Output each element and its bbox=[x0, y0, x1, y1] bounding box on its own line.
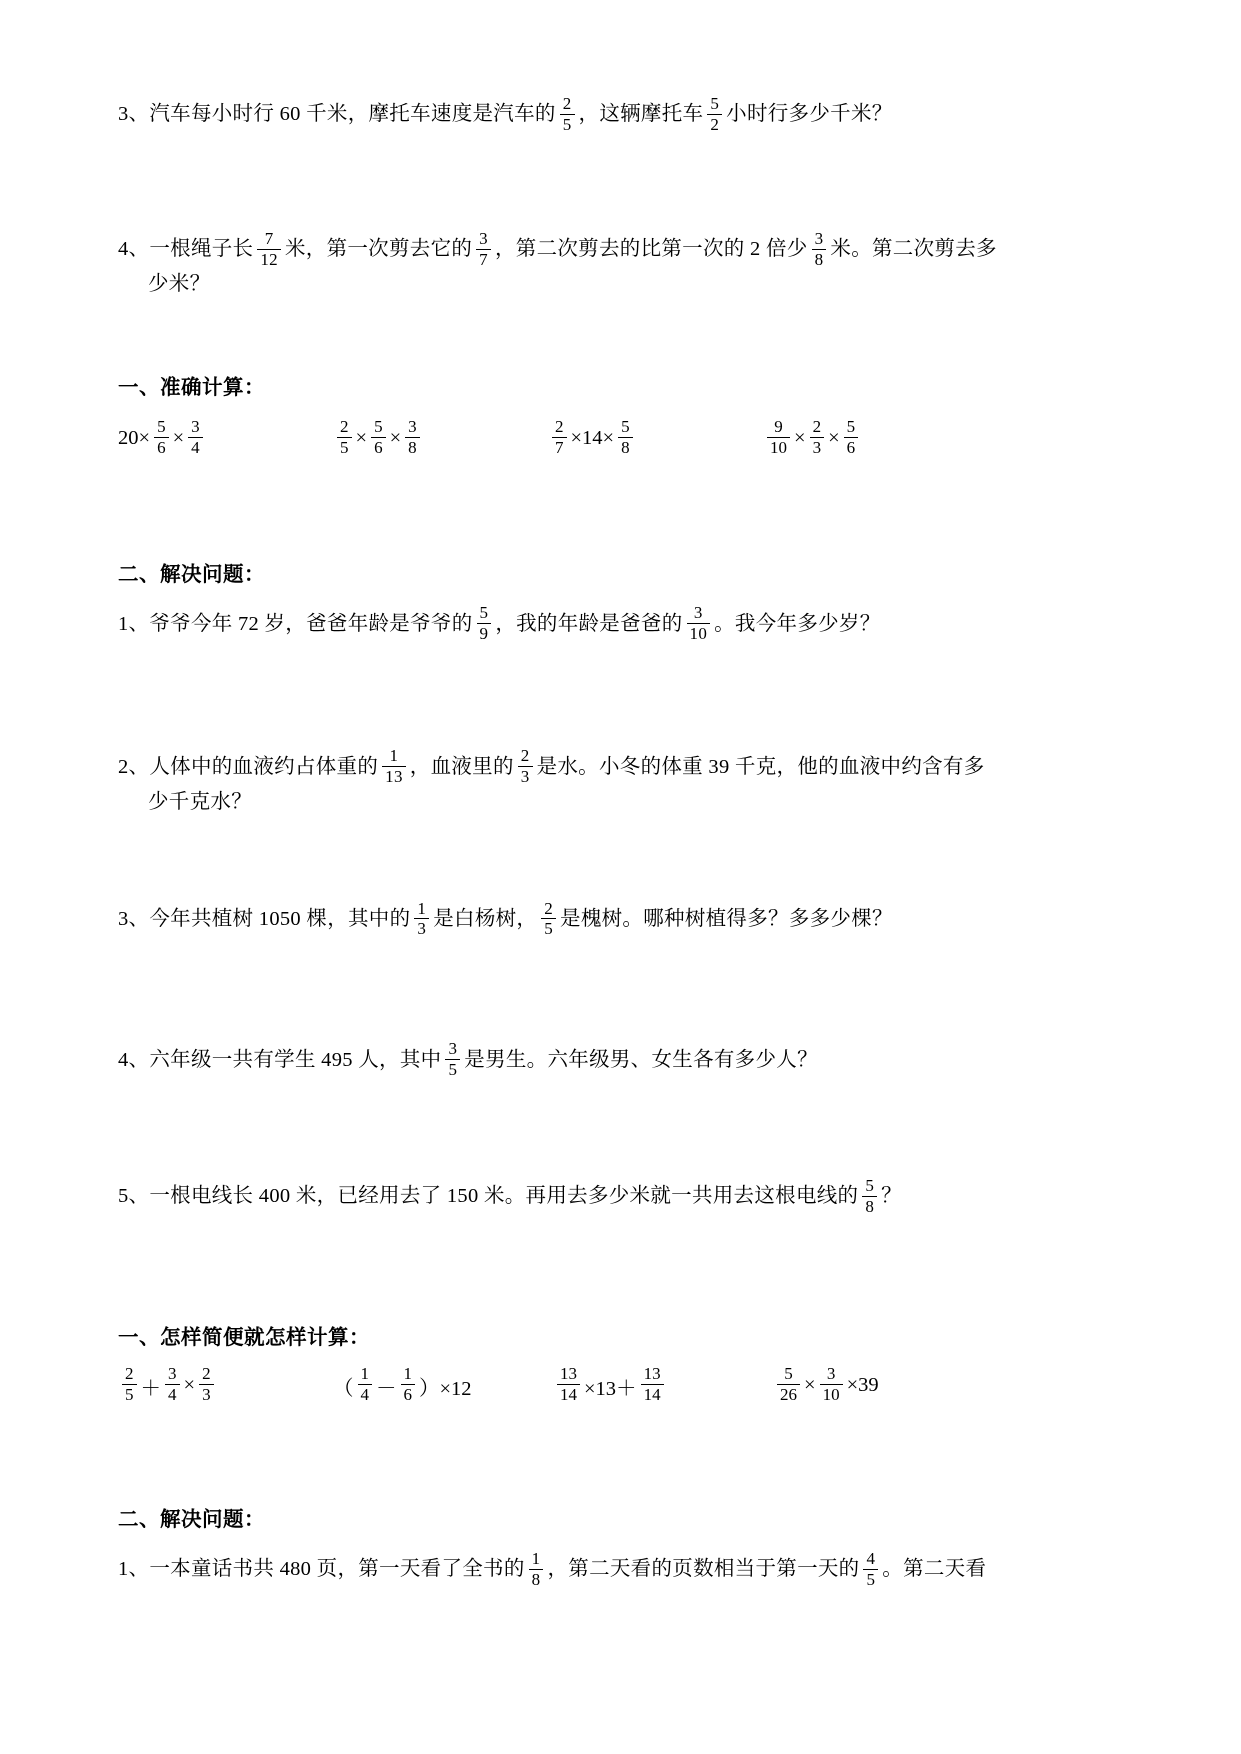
answer-space bbox=[118, 1405, 1128, 1501]
fraction-denominator: 4 bbox=[165, 1384, 180, 1404]
fraction-denominator: 5 bbox=[122, 1384, 137, 1404]
fraction-denominator: 5 bbox=[445, 1059, 460, 1079]
fraction-2-5 bbox=[122, 1365, 137, 1404]
fraction-numerator: 3 bbox=[408, 416, 417, 436]
fraction-5-26 bbox=[777, 1365, 800, 1404]
fraction-1-6 bbox=[401, 1365, 416, 1404]
fraction-denominator: 10 bbox=[687, 623, 711, 643]
text-run: 少米？ bbox=[148, 273, 211, 296]
fraction-numerator: 3 bbox=[814, 228, 824, 248]
fraction-denominator: 8 bbox=[862, 1196, 877, 1216]
fraction-denominator: 4 bbox=[358, 1384, 373, 1404]
text-run: 。第二天看 bbox=[882, 1558, 987, 1581]
fraction-denominator: 6 bbox=[371, 437, 386, 457]
expression-2 bbox=[333, 1366, 553, 1405]
fraction-9-10 bbox=[767, 418, 790, 457]
section-heading-simple-compute bbox=[118, 1323, 1128, 1355]
fraction-numerator: 5 bbox=[846, 416, 856, 436]
fraction-denominator: 8 bbox=[405, 437, 420, 457]
text-run: 。我今年多少岁？ bbox=[714, 612, 881, 635]
solve1-problem-3 bbox=[118, 898, 1128, 940]
fraction-numerator: 2 bbox=[202, 1364, 211, 1384]
fraction-2-3 bbox=[199, 1365, 214, 1404]
fraction-3-5 bbox=[445, 1040, 460, 1079]
heading-text: 二、解决问题： bbox=[118, 1509, 265, 1532]
fraction-3-8 bbox=[812, 230, 827, 269]
section-heading-solve-1 bbox=[118, 560, 1128, 592]
fraction-denominator: 3 bbox=[199, 1384, 214, 1404]
fraction-7-12 bbox=[257, 230, 281, 269]
text-run: ）×12 bbox=[419, 1377, 472, 1400]
answer-space bbox=[118, 644, 1128, 740]
text-run: 是槐树。哪种树植得多？多多少棵？ bbox=[560, 907, 893, 930]
answer-space bbox=[118, 1217, 1128, 1313]
fraction-numerator: 2 bbox=[544, 898, 554, 918]
fraction-numerator: 2 bbox=[125, 1364, 134, 1384]
fraction-numerator: 2 bbox=[812, 416, 822, 436]
fraction-5-9 bbox=[477, 604, 492, 643]
fraction-2-7 bbox=[552, 418, 567, 457]
fraction-numerator: 13 bbox=[560, 1364, 577, 1384]
text-run: 3、今年共植树 1050 棵，其中的 bbox=[118, 907, 411, 930]
fraction-denominator: 3 bbox=[518, 766, 533, 786]
text-run: × bbox=[828, 426, 840, 449]
fraction-1-3 bbox=[414, 900, 429, 939]
fraction-numerator: 2 bbox=[340, 416, 349, 436]
fraction-denominator: 14 bbox=[557, 1384, 580, 1404]
solve2-problem-1 bbox=[118, 1548, 1128, 1590]
fraction-denominator: 3 bbox=[810, 437, 825, 457]
fraction-2-5 bbox=[560, 95, 575, 134]
fraction-denominator: 7 bbox=[476, 249, 491, 269]
fraction-numerator: 13 bbox=[643, 1364, 661, 1384]
text-run: － bbox=[376, 1377, 397, 1400]
fraction-5-6 bbox=[371, 418, 386, 457]
solve1-problem-2-line-2 bbox=[118, 787, 1128, 819]
text-run: ，这辆摩托车 bbox=[578, 103, 704, 126]
fraction-denominator: 6 bbox=[401, 1384, 416, 1404]
fraction-2-3 bbox=[810, 418, 825, 457]
worksheet-content bbox=[118, 96, 1128, 1589]
fraction-4-5 bbox=[863, 1550, 878, 1589]
text-run: ，血液里的 bbox=[409, 755, 514, 778]
text-run: 5、一根电线长 400 米，已经用去了 150 米。再用去多少米就一共用去这根电线的 bbox=[118, 1185, 859, 1208]
fraction-numerator: 9 bbox=[774, 416, 783, 436]
expression-3 bbox=[548, 416, 763, 458]
fraction-numerator: 4 bbox=[866, 1548, 876, 1568]
text-run: × bbox=[804, 1374, 816, 1397]
fraction-denominator: 5 bbox=[541, 918, 556, 938]
fraction-numerator: 3 bbox=[826, 1364, 836, 1384]
fraction-1-4 bbox=[358, 1365, 373, 1404]
fraction-denominator: 5 bbox=[337, 437, 352, 457]
text-run: 小时行多少千米？ bbox=[726, 103, 893, 126]
fraction-numerator: 5 bbox=[865, 1175, 875, 1195]
answer-space bbox=[118, 939, 1128, 1035]
text-run: 1、一本童话书共 480 页，第一天看了全书的 bbox=[118, 1558, 525, 1581]
fraction-denominator: 12 bbox=[257, 249, 281, 269]
text-run: 是男生。六年级男、女生各有多少人？ bbox=[464, 1048, 818, 1071]
solve1-problem-5 bbox=[118, 1175, 1128, 1217]
text-run: 是白杨树， bbox=[433, 907, 538, 930]
answer-space bbox=[118, 301, 1128, 373]
fraction-numerator: 5 bbox=[710, 94, 720, 113]
text-run: × bbox=[794, 426, 806, 449]
expression-4 bbox=[763, 416, 862, 458]
fraction-denominator: 7 bbox=[552, 437, 567, 457]
fraction-13-14 bbox=[557, 1365, 580, 1404]
text-run: × bbox=[183, 1374, 196, 1397]
fraction-denominator: 10 bbox=[767, 437, 790, 457]
fraction-5-6 bbox=[844, 418, 859, 457]
expression-1 bbox=[118, 416, 333, 458]
heading-text: 一、怎样简便就怎样计算： bbox=[118, 1326, 370, 1349]
fraction-denominator: 8 bbox=[529, 1569, 544, 1589]
fraction-denominator: 6 bbox=[154, 437, 169, 457]
fraction-numerator: 3 bbox=[168, 1364, 177, 1384]
word-problem-4-line-1 bbox=[118, 228, 1128, 270]
fraction-numerator: 1 bbox=[360, 1364, 369, 1384]
fraction-numerator: 5 bbox=[374, 416, 383, 436]
answer-space bbox=[118, 458, 1128, 554]
heading-text: 一、准确计算： bbox=[118, 377, 265, 400]
fraction-denominator: 5 bbox=[863, 1569, 878, 1589]
text-run: × bbox=[172, 426, 185, 449]
fraction-5-2 bbox=[707, 95, 722, 134]
expression-4 bbox=[773, 1366, 879, 1405]
fraction-3-10 bbox=[687, 604, 711, 643]
fraction-3-8 bbox=[405, 418, 420, 457]
fraction-denominator: 2 bbox=[707, 114, 722, 134]
simple-compute-row-1 bbox=[118, 1366, 1128, 1405]
fraction-numerator: 5 bbox=[621, 416, 630, 436]
fraction-numerator: 3 bbox=[693, 603, 703, 623]
text-run: 少千克水？ bbox=[148, 790, 252, 813]
text-run: ＋ bbox=[140, 1377, 161, 1400]
fraction-5-8 bbox=[618, 418, 633, 457]
fraction-numerator: 7 bbox=[264, 228, 274, 248]
fraction-2-3 bbox=[518, 747, 533, 786]
word-problem-4-line-2 bbox=[118, 269, 1128, 301]
text-run: ×13＋ bbox=[584, 1377, 637, 1400]
fraction-numerator: 2 bbox=[562, 94, 572, 113]
fraction-3-4 bbox=[165, 1365, 180, 1404]
fraction-2-5 bbox=[337, 418, 352, 457]
fraction-numerator: 5 bbox=[479, 603, 489, 623]
fraction-numerator: 2 bbox=[520, 746, 530, 766]
text-run: 米，第一次剪去它的 bbox=[284, 238, 473, 261]
answer-space bbox=[118, 819, 1128, 891]
fraction-denominator: 4 bbox=[188, 437, 203, 457]
fraction-numerator: 1 bbox=[389, 746, 399, 766]
fraction-3-4 bbox=[188, 418, 203, 457]
solve1-problem-2-line-1 bbox=[118, 748, 1128, 787]
fraction-numerator: 3 bbox=[448, 1039, 458, 1059]
fraction-denominator: 9 bbox=[477, 623, 492, 643]
fraction-3-10 bbox=[820, 1365, 843, 1404]
fraction-numerator: 5 bbox=[784, 1364, 793, 1384]
fraction-numerator: 3 bbox=[191, 416, 200, 436]
fraction-denominator: 13 bbox=[382, 766, 406, 786]
answer-space bbox=[118, 135, 1128, 231]
fraction-2-5 bbox=[541, 900, 556, 939]
fraction-denominator: 10 bbox=[820, 1384, 843, 1404]
fraction-denominator: 5 bbox=[560, 114, 575, 134]
word-problem-3-line-1 bbox=[118, 96, 1128, 135]
fraction-numerator: 1 bbox=[417, 898, 427, 918]
text-run: 2、人体中的血液约占体重的 bbox=[118, 755, 379, 778]
fraction-13-14 bbox=[641, 1365, 664, 1404]
text-run: 米。第二次剪去多 bbox=[830, 238, 997, 261]
text-run: （ bbox=[333, 1377, 354, 1400]
section-heading-compute bbox=[118, 373, 1128, 405]
fraction-1-8 bbox=[529, 1550, 544, 1589]
solve1-problem-1 bbox=[118, 605, 1128, 644]
text-run: 3、汽车每小时行 60 千米，摩托车速度是汽车的 bbox=[118, 103, 556, 126]
text-run: 1、爷爷今年 72 岁，爸爸年龄是爷爷的 bbox=[118, 612, 473, 635]
fraction-denominator: 3 bbox=[414, 918, 429, 938]
answer-space bbox=[118, 1080, 1128, 1176]
fraction-numerator: 1 bbox=[403, 1364, 412, 1384]
heading-text: 二、解决问题： bbox=[118, 563, 265, 586]
text-run: ×39 bbox=[846, 1374, 879, 1397]
compute-row-1 bbox=[118, 416, 1128, 458]
fraction-numerator: 1 bbox=[531, 1548, 541, 1568]
text-run: ，我的年龄是爸爸的 bbox=[495, 612, 683, 635]
text-run: 20× bbox=[118, 426, 151, 449]
fraction-numerator: 3 bbox=[479, 228, 488, 248]
fraction-denominator: 6 bbox=[844, 437, 859, 457]
fraction-1-13 bbox=[382, 747, 406, 786]
expression-3 bbox=[553, 1366, 773, 1405]
text-run: ，第二次剪去的比第一次的 2 倍少 bbox=[494, 238, 808, 261]
section-heading-solve-2 bbox=[118, 1505, 1128, 1537]
fraction-denominator: 26 bbox=[777, 1384, 800, 1404]
fraction-denominator: 14 bbox=[641, 1384, 664, 1404]
expression-2 bbox=[333, 416, 548, 458]
fraction-denominator: 8 bbox=[812, 249, 827, 269]
text-run: ？ bbox=[881, 1185, 902, 1208]
text-run: × bbox=[389, 426, 402, 449]
fraction-denominator: 8 bbox=[618, 437, 633, 457]
fraction-numerator: 5 bbox=[157, 416, 166, 436]
text-run: × bbox=[355, 426, 368, 449]
solve1-problem-4 bbox=[118, 1041, 1128, 1080]
text-run: ，第二天看的页数相当于第一天的 bbox=[547, 1558, 860, 1581]
text-run: 4、六年级一共有学生 495 人，其中 bbox=[118, 1048, 442, 1071]
fraction-3-7 bbox=[476, 230, 491, 269]
expression-1 bbox=[118, 1366, 333, 1405]
fraction-numerator: 2 bbox=[555, 416, 564, 436]
fraction-5-6 bbox=[154, 418, 169, 457]
text-run: ×14× bbox=[570, 426, 615, 449]
text-run: 4、一根绳子长 bbox=[118, 238, 254, 261]
fraction-5-8 bbox=[862, 1177, 877, 1216]
text-run: 是水。小冬的体重 39 千克，他的血液中约含有多 bbox=[536, 755, 985, 778]
